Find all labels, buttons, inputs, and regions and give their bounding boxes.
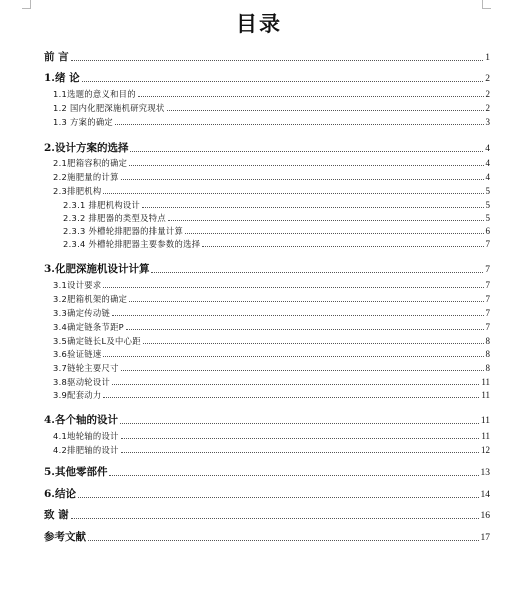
toc-entry-title: 2.3排肥机构 bbox=[53, 186, 102, 196]
toc-dot-leader bbox=[151, 271, 483, 273]
toc-entry-title: 3.1设计要求 bbox=[53, 280, 102, 290]
toc-entry-title: 前 言 bbox=[44, 51, 69, 63]
toc-entry-page-number: 6 bbox=[485, 226, 490, 236]
toc-entry-title: 1.2 国内化肥深施机研究现状 bbox=[53, 103, 165, 113]
toc-entry-page-number: 3 bbox=[485, 117, 490, 127]
toc-entry-page-number: 2 bbox=[485, 74, 490, 84]
toc-dot-leader bbox=[121, 451, 479, 453]
toc-entry[interactable] bbox=[44, 199, 490, 211]
toc-entry-title: 3.5确定链长L及中心距 bbox=[53, 336, 141, 346]
toc-entry[interactable] bbox=[44, 389, 490, 401]
toc-entry-page-number: 11 bbox=[481, 390, 490, 400]
toc-entry-page-number: 8 bbox=[485, 336, 490, 346]
toc-entry-page-number: 7 bbox=[485, 294, 490, 304]
toc-entry-page-number: 4 bbox=[485, 172, 490, 182]
toc-dot-leader bbox=[82, 80, 484, 82]
toc-entry-title: 1.3 方案的确定 bbox=[53, 117, 114, 127]
toc-entry-title: 3.2肥箱机架的确定 bbox=[53, 294, 128, 304]
toc-entry-page-number: 11 bbox=[481, 377, 490, 387]
toc-dot-leader bbox=[103, 396, 479, 398]
toc-entry-title: 致 谢 bbox=[44, 509, 69, 521]
toc-dot-leader bbox=[112, 314, 483, 316]
toc-entry[interactable] bbox=[44, 238, 490, 250]
toc-entry-title: 3.6验证链速 bbox=[53, 349, 102, 359]
toc-entry[interactable] bbox=[44, 430, 490, 442]
toc-entry-page-number: 13 bbox=[480, 468, 490, 478]
toc-dot-leader bbox=[168, 219, 484, 221]
toc-entry-page-number: 14 bbox=[480, 490, 490, 500]
toc-dot-leader bbox=[112, 383, 479, 385]
toc-dot-leader bbox=[103, 286, 483, 288]
toc-entry[interactable] bbox=[44, 185, 490, 197]
toc-entry-page-number: 7 bbox=[485, 265, 490, 275]
toc-entry-title: 1.1选题的意义和目的 bbox=[53, 89, 136, 99]
toc-entry[interactable] bbox=[44, 212, 490, 224]
toc-dot-leader bbox=[78, 496, 479, 498]
toc-dot-leader bbox=[88, 539, 479, 541]
toc-entry-title: 3.8驱动轮设计 bbox=[53, 377, 111, 387]
toc-entry-page-number: 8 bbox=[485, 363, 490, 373]
toc-entry-page-number: 17 bbox=[480, 533, 490, 543]
toc-entry[interactable] bbox=[44, 486, 490, 501]
toc-dot-leader bbox=[129, 300, 483, 302]
toc-entry-page-number: 12 bbox=[481, 445, 490, 455]
toc-entry-title: 4.1地轮轴的设计 bbox=[53, 431, 119, 441]
toc-entry[interactable] bbox=[44, 362, 490, 374]
toc-entry-page-number: 2 bbox=[485, 89, 490, 99]
toc-dot-leader bbox=[115, 123, 483, 125]
toc-entry-title: 3.7链轮主要尺寸 bbox=[53, 363, 119, 373]
toc-entry[interactable] bbox=[44, 88, 490, 100]
toc-entry[interactable] bbox=[44, 116, 490, 128]
toc-dot-leader bbox=[143, 342, 484, 344]
toc-entry-page-number: 11 bbox=[481, 431, 490, 441]
toc-entry[interactable] bbox=[44, 49, 490, 64]
toc-entry[interactable] bbox=[44, 157, 490, 169]
toc-entry-title: 2.1肥箱容积的确定 bbox=[53, 158, 128, 168]
toc-entry-page-number: 11 bbox=[480, 416, 490, 426]
toc-entry-title: 2.2施肥量的计算 bbox=[53, 172, 119, 182]
toc-entry[interactable] bbox=[44, 376, 490, 388]
page-title: 目录 bbox=[236, 11, 282, 36]
toc-entry-title: 参考文献 bbox=[44, 531, 86, 543]
toc-entry-page-number: 8 bbox=[485, 349, 490, 359]
toc-entry-page-number: 1 bbox=[485, 53, 490, 63]
toc-dot-leader bbox=[120, 422, 479, 424]
toc-entry-page-number: 7 bbox=[485, 308, 490, 318]
toc-dot-leader bbox=[202, 245, 483, 247]
toc-entry[interactable] bbox=[44, 348, 490, 360]
toc-entry[interactable] bbox=[44, 321, 490, 333]
toc-entry-page-number: 4 bbox=[485, 158, 490, 168]
toc-dot-leader bbox=[142, 206, 483, 208]
toc-entry-title: 3.9配套动力 bbox=[53, 390, 102, 400]
toc-entry[interactable] bbox=[44, 171, 490, 183]
toc-entry-page-number: 5 bbox=[485, 186, 490, 196]
toc-entry[interactable] bbox=[44, 412, 490, 427]
toc-entry-page-number: 7 bbox=[485, 280, 490, 290]
toc-dot-leader bbox=[126, 328, 484, 330]
toc-entry-page-number: 5 bbox=[485, 213, 490, 223]
toc-entry-page-number: 5 bbox=[485, 200, 490, 210]
toc-dot-leader bbox=[103, 355, 483, 357]
toc-dot-leader bbox=[121, 369, 484, 371]
toc-entry[interactable] bbox=[44, 225, 490, 237]
toc-entry-title: 2.3.1 排肥机构设计 bbox=[63, 200, 141, 210]
toc-dot-leader bbox=[167, 109, 484, 111]
toc-entry-title: 3.3确定传动链 bbox=[53, 308, 111, 318]
toc-entry-title: 4.2排肥轴的设计 bbox=[53, 445, 119, 455]
toc-dot-leader bbox=[71, 59, 484, 61]
toc-entry-page-number: 2 bbox=[485, 103, 490, 113]
toc-entry[interactable] bbox=[44, 307, 490, 319]
toc-dot-leader bbox=[103, 192, 483, 194]
toc-entry[interactable] bbox=[44, 261, 490, 276]
toc-entry-title: 2.3.3 外槽轮排肥器的排量计算 bbox=[63, 226, 184, 236]
toc-entry-title: 4.各个轴的设计 bbox=[44, 414, 118, 426]
toc-entry[interactable] bbox=[44, 464, 490, 479]
toc-entry-page-number: 16 bbox=[480, 511, 490, 521]
toc-dot-leader bbox=[121, 178, 484, 180]
toc-entry-page-number: 7 bbox=[485, 322, 490, 332]
toc-dot-leader bbox=[130, 150, 483, 152]
toc-dot-leader bbox=[109, 474, 478, 476]
toc-entry[interactable] bbox=[44, 444, 490, 456]
toc-dot-leader bbox=[121, 437, 480, 439]
toc-entry[interactable] bbox=[44, 529, 490, 544]
toc-entry-title: 2.设计方案的选择 bbox=[44, 142, 129, 154]
toc-entry[interactable] bbox=[44, 102, 490, 114]
toc-entry[interactable] bbox=[44, 70, 490, 85]
toc-dot-leader bbox=[138, 95, 484, 97]
toc-entry-title: 5.其他零部件 bbox=[44, 466, 108, 478]
toc-entry[interactable] bbox=[44, 293, 490, 305]
toc-entry-title: 1.绪 论 bbox=[44, 72, 80, 84]
toc-dot-leader bbox=[185, 232, 483, 234]
toc-entry-title: 6.结论 bbox=[44, 488, 76, 500]
toc-entry-title: 3.化肥深施机设计计算 bbox=[44, 263, 150, 275]
toc-dot-leader bbox=[71, 517, 479, 519]
toc-entry-page-number: 7 bbox=[485, 239, 490, 249]
toc-entry-title: 2.3.4 外槽轮排肥器主要参数的选择 bbox=[63, 239, 201, 249]
toc-entry-title: 3.4确定链条节距P bbox=[53, 322, 124, 332]
toc-dot-leader bbox=[129, 164, 483, 166]
toc-entry-title: 2.3.2 排肥器的类型及特点 bbox=[63, 213, 166, 223]
toc-entry[interactable] bbox=[44, 507, 490, 522]
toc-entry[interactable] bbox=[44, 335, 490, 347]
toc-entry-page-number: 4 bbox=[485, 144, 490, 154]
toc-entry[interactable] bbox=[44, 279, 490, 291]
toc-entry[interactable] bbox=[44, 140, 490, 155]
